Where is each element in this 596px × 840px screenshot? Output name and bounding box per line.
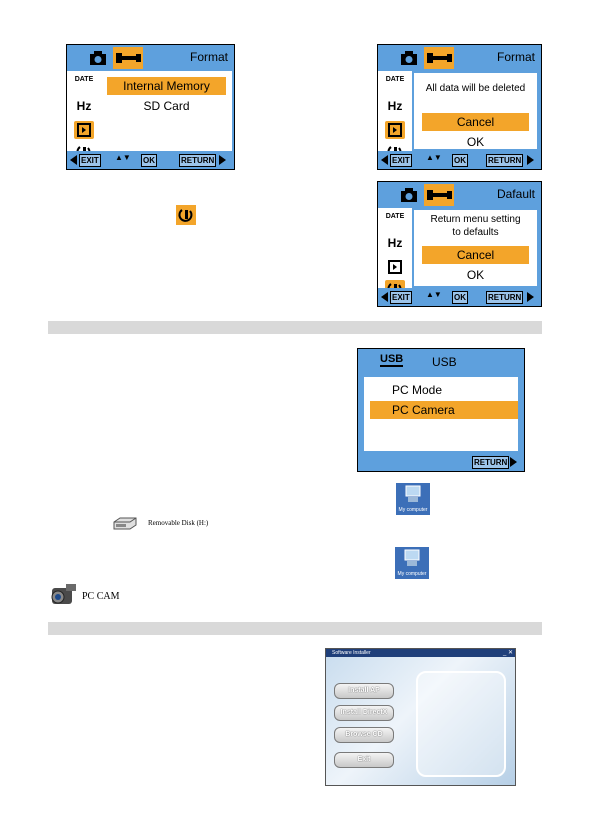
bottom-bar <box>378 288 541 306</box>
exit-tag[interactable]: EXIT <box>81 156 99 165</box>
wrench-tab-icon[interactable] <box>424 47 454 69</box>
dialog-panel <box>412 208 539 288</box>
removable-disk-icon <box>112 516 138 532</box>
hz-icon[interactable]: Hz <box>387 99 403 113</box>
usb-icon: USB <box>380 353 404 365</box>
removable-disk-shortcut[interactable] <box>112 515 252 533</box>
screen-title: Dafault <box>496 187 535 201</box>
my-computer-shortcut-2[interactable] <box>395 547 429 579</box>
wrench-tab-icon[interactable] <box>113 47 143 69</box>
install-ap-button[interactable]: Install AP <box>334 683 394 699</box>
options-panel <box>101 71 232 151</box>
format-icon[interactable] <box>385 121 405 139</box>
install-directx-button[interactable]: Install DirectX <box>334 705 394 721</box>
dialog-panel <box>412 71 539 151</box>
right-arrow-icon <box>510 457 517 467</box>
installer-preview-panel <box>416 671 506 777</box>
date-icon[interactable]: DATE <box>385 76 405 83</box>
section-divider <box>48 321 542 334</box>
camera-tab-icon[interactable] <box>400 186 418 204</box>
screen-title: USB <box>432 355 457 369</box>
top-bar <box>358 349 524 375</box>
top-bar <box>378 182 541 208</box>
dialog-message: All data will be deleted <box>425 83 526 94</box>
cancel-option[interactable]: Cancel <box>422 113 529 131</box>
hz-icon[interactable]: Hz <box>76 99 92 113</box>
return-tag[interactable]: RETURN <box>488 293 522 302</box>
right-arrow-icon <box>219 155 226 165</box>
usb-screen <box>357 348 525 472</box>
wrench-tab-icon[interactable] <box>424 184 454 206</box>
ok-tag[interactable]: OK <box>454 293 466 302</box>
screen-title: Format <box>496 50 535 64</box>
left-arrow-icon <box>70 155 77 165</box>
exit-tag[interactable]: EXIT <box>392 293 410 302</box>
exit-tag[interactable]: EXIT <box>392 156 410 165</box>
camera-tab-icon[interactable] <box>400 49 418 67</box>
side-menu <box>378 71 412 151</box>
option-sd-card[interactable]: SD Card <box>143 99 190 113</box>
pc-cam-shortcut[interactable] <box>48 584 158 610</box>
up-down-arrows-icon: ▲▼ <box>426 290 442 299</box>
camera-tab-icon[interactable] <box>89 49 107 67</box>
bottom-bar <box>378 151 541 169</box>
usb-options-panel <box>362 375 520 453</box>
dialog-message-line2: to defaults <box>452 227 499 238</box>
my-computer-icon <box>395 547 429 571</box>
top-bar <box>378 45 541 71</box>
pc-cam-label: PC CAM <box>82 591 120 602</box>
side-menu <box>67 71 101 151</box>
dialog-message-line1: Return menu setting <box>430 214 521 225</box>
hz-icon[interactable]: Hz <box>387 236 403 250</box>
my-computer-shortcut-1[interactable] <box>396 483 430 515</box>
up-down-arrows-icon: ▲▼ <box>115 153 131 162</box>
date-icon[interactable]: DATE <box>385 213 405 220</box>
window-controls-icon[interactable]: _ ✕ <box>502 650 513 656</box>
ok-option[interactable]: OK <box>466 135 485 149</box>
exit-button[interactable]: Exit <box>334 752 394 768</box>
bottom-bar <box>67 151 234 169</box>
my-computer-label: My computer <box>395 570 429 579</box>
my-computer-label: My computer <box>396 506 430 515</box>
option-pc-camera[interactable]: PC Camera <box>370 401 518 419</box>
default-screen <box>377 181 542 307</box>
return-tag[interactable]: RETURN <box>488 156 522 165</box>
video-camera-icon <box>48 584 78 610</box>
bottom-bar <box>358 453 524 471</box>
top-bar <box>67 45 234 71</box>
left-arrow-icon <box>381 155 388 165</box>
installer-title: Software Installer <box>332 650 371 656</box>
ok-option[interactable]: OK <box>466 268 485 282</box>
ok-tag[interactable]: OK <box>143 156 155 165</box>
format-screen-2 <box>377 44 542 170</box>
return-tag[interactable]: RETURN <box>181 156 215 165</box>
return-tag[interactable]: RETURN <box>474 458 508 467</box>
left-arrow-icon <box>381 292 388 302</box>
installer-window <box>325 648 516 786</box>
side-menu <box>378 208 412 288</box>
reset-inline-icon <box>176 205 196 225</box>
browse-cd-button[interactable]: Browse CD <box>334 727 394 743</box>
option-pc-mode[interactable]: PC Mode <box>392 383 443 397</box>
format-icon[interactable] <box>385 258 405 276</box>
cancel-option[interactable]: Cancel <box>422 246 529 264</box>
option-internal-memory[interactable]: Internal Memory <box>107 77 226 95</box>
up-down-arrows-icon: ▲▼ <box>426 153 442 162</box>
screen-title: Format <box>189 50 228 64</box>
format-icon[interactable] <box>74 121 94 139</box>
my-computer-icon <box>396 483 430 507</box>
removable-disk-label: Removable Disk (H:) <box>148 519 209 527</box>
installer-title-bar <box>326 649 515 657</box>
right-arrow-icon <box>527 292 534 302</box>
ok-tag[interactable]: OK <box>454 156 466 165</box>
format-screen-1 <box>66 44 235 170</box>
right-arrow-icon <box>527 155 534 165</box>
section-divider <box>48 622 542 635</box>
date-icon[interactable]: DATE <box>74 76 94 83</box>
